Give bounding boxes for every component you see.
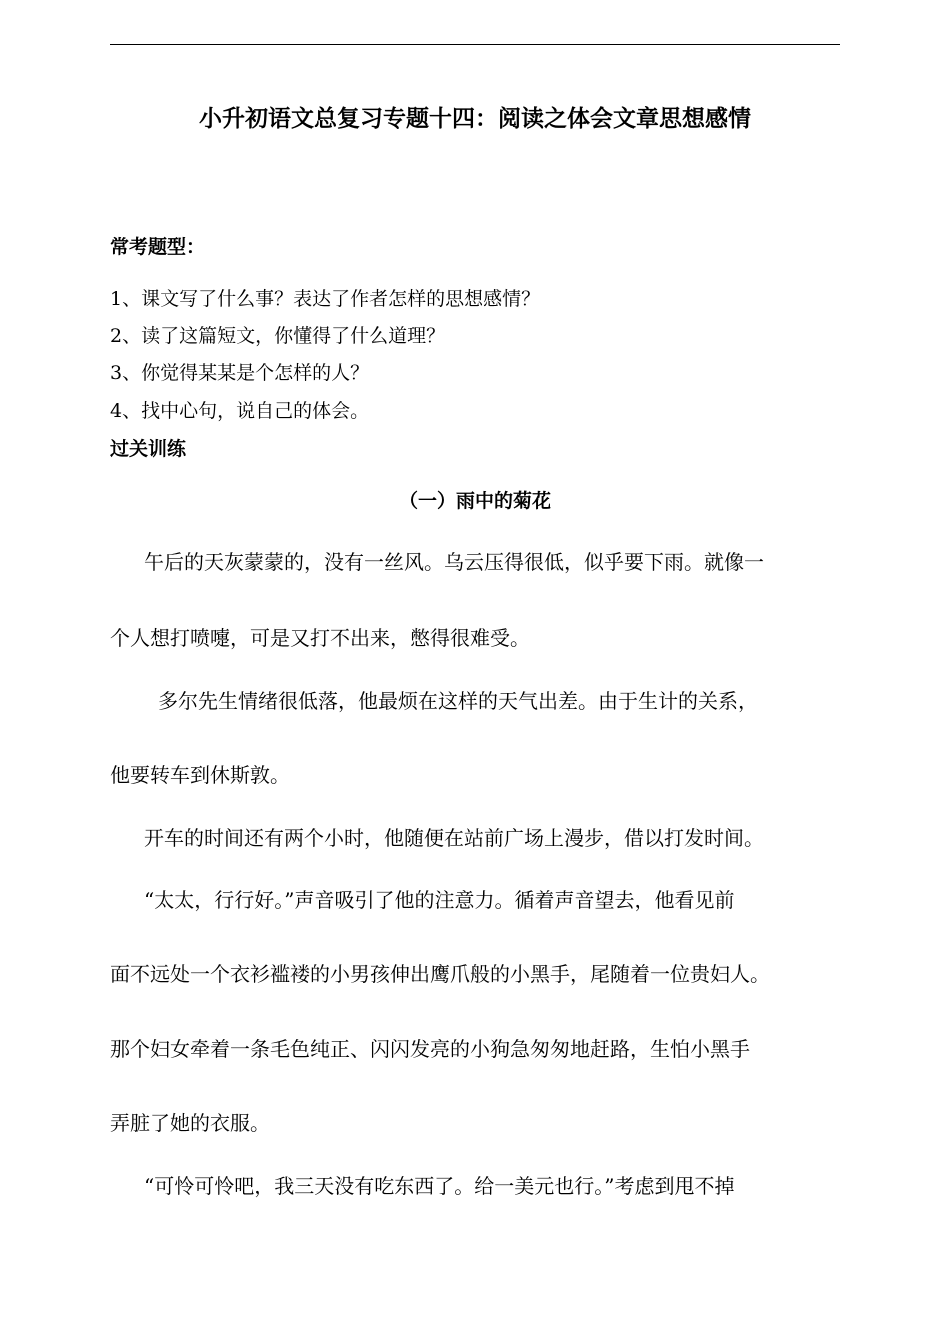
- question-item: 4、找中心句，说自己的体会。: [110, 400, 370, 422]
- question-item: 1、课文写了什么事？表达了作者怎样的思想感情？: [110, 288, 541, 310]
- passage-line: 个人想打喷嚏，可是又打不出来，憋得很难受。: [110, 626, 530, 650]
- section-training-heading: 过关训练: [110, 438, 187, 460]
- document-title: 小升初语文总复习专题十四：阅读之体会文章思想感情: [199, 106, 751, 132]
- passage-line: 弄脏了她的衣服。: [110, 1111, 270, 1135]
- question-item: 2、读了这篇短文，你懂得了什么道理？: [110, 325, 446, 347]
- passage-line: 多尔先生情绪很低落，他最烦在这样的天气出差。由于生计的关系，: [158, 689, 758, 713]
- passage-title: （一）雨中的菊花: [398, 490, 551, 512]
- question-item: 3、你觉得某某是个怎样的人？: [110, 362, 370, 384]
- passage-line: “太太，行行好。”声音吸引了他的注意力。循着声音望去，他看见前: [144, 888, 735, 912]
- passage-line: “可怜可怜吧，我三天没有吃东西了。给一美元也行。”考虑到甩不掉: [144, 1174, 735, 1198]
- passage-line: 他要转车到休斯敦。: [110, 763, 290, 787]
- passage-line: 开车的时间还有两个小时，他随便在站前广场上漫步，借以打发时间。: [144, 826, 764, 850]
- passage-line: 面不远处一个衣衫褴褛的小男孩伸出鹰爪般的小黑手，尾随着一位贵妇人。: [110, 962, 770, 986]
- header-rule: [110, 44, 840, 45]
- passage-line: 午后的天灰蒙蒙的，没有一丝风。乌云压得很低，似乎要下雨。就像一: [144, 550, 764, 574]
- passage-line: 那个妇女牵着一条毛色纯正、闪闪发亮的小狗急匆匆地赶路，生怕小黑手: [110, 1037, 750, 1061]
- section-common-heading: 常考题型：: [110, 236, 206, 258]
